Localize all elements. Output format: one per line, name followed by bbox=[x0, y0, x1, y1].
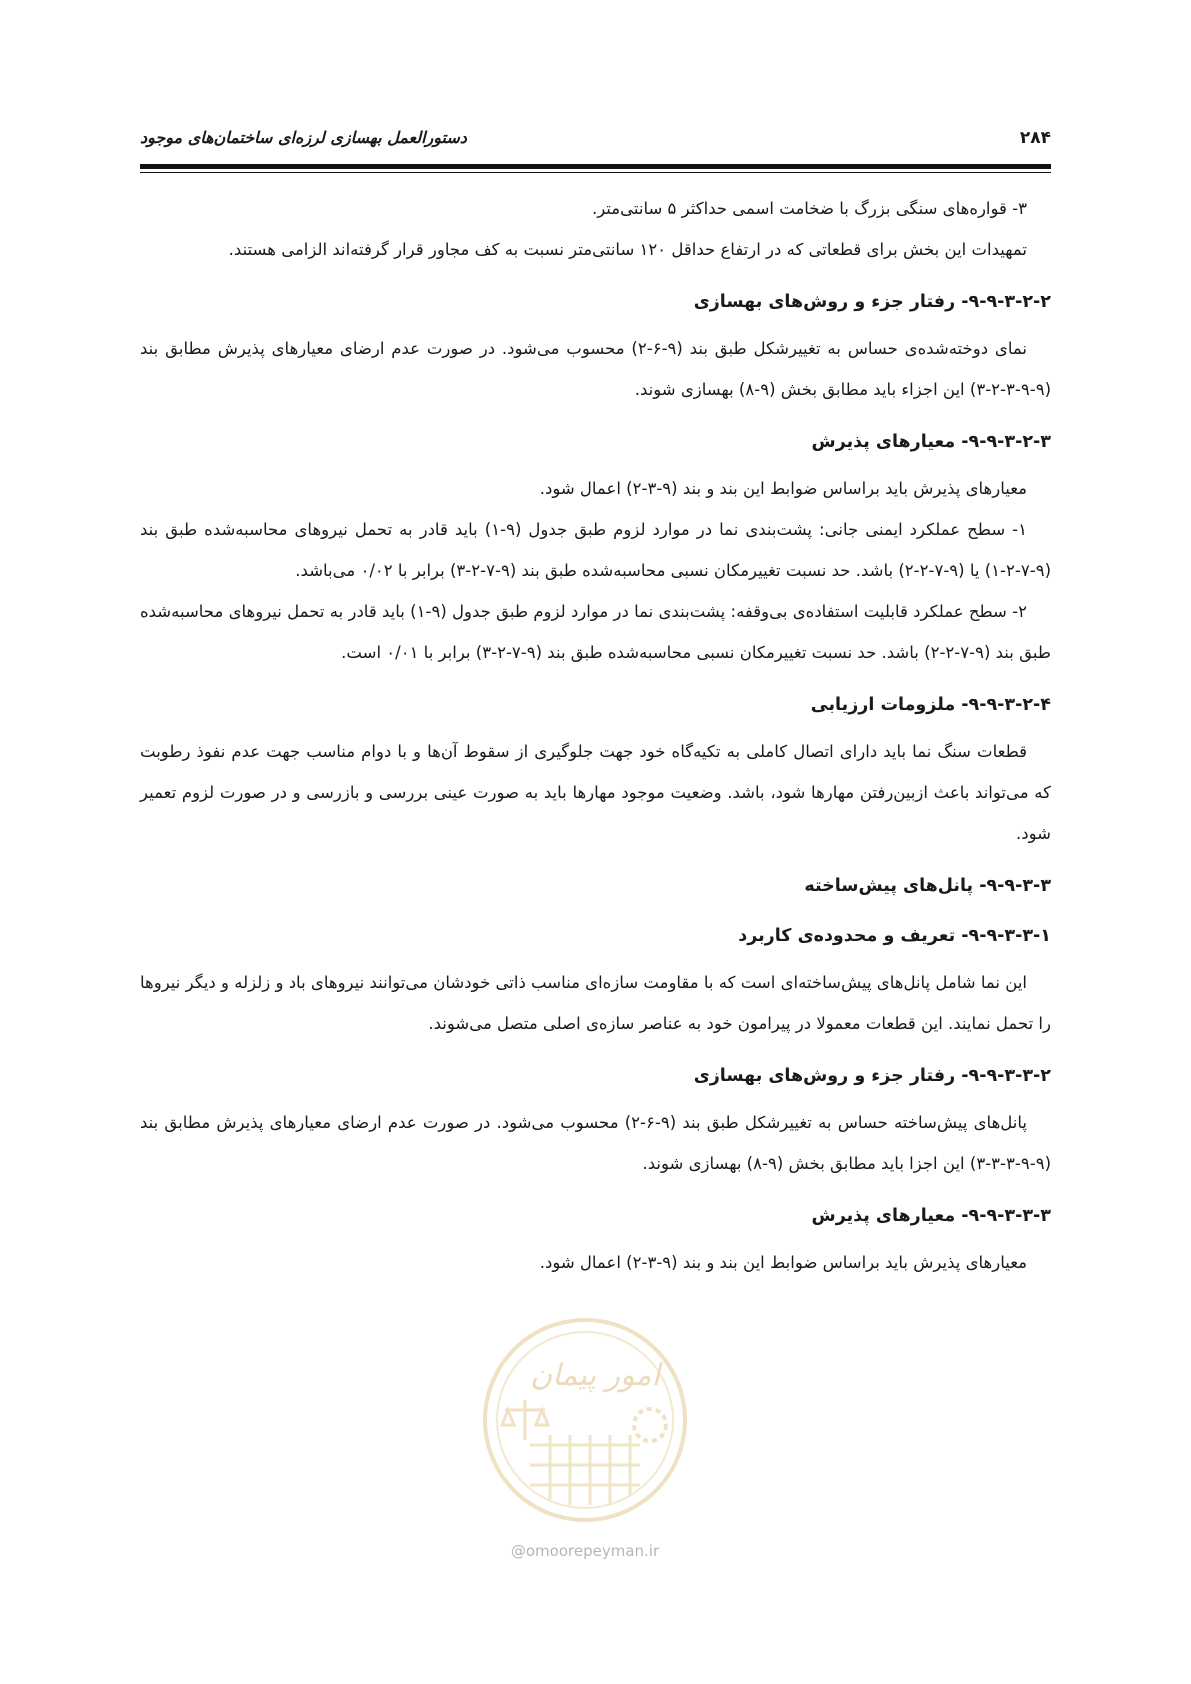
section-heading: ۹-۹-۳-۲-۳- معیارهای پذیرش bbox=[811, 432, 1051, 452]
section-heading: ۹-۹-۳-۳- پانل‌های پیش‌ساخته bbox=[804, 876, 1051, 896]
header-rule-thick bbox=[140, 164, 1051, 169]
section-heading: ۹-۹-۳-۳-۳- معیارهای پذیرش bbox=[811, 1206, 1051, 1226]
paragraph: قطعات سنگ نما باید دارای اتصال کاملی به تکیه‌گاه خود جهت جلوگیری از سقوط آن‌ها و با دوام مناسب جهت عدم نفوذ رطوبت که می‌تواند باعث ازبین‌رفتن مهارها شود، باشد. وضعیت موجود مهارها باید به صورت عینی بررسی و بازرسی و در صورت لزوم تعمیر شود. bbox=[140, 742, 1051, 843]
paragraph: نمای دوخته‌شده‌ی حساس به تغییرشکل طبق بند (۹-۶-۲) محسوب می‌شود. در صورت عدم ارضای معیارهای پذیرش مطابق بند (۹-۹-۳-۲-۳) این اجزاء باید مطابق بخش (۹-۸) بهسازی شوند. bbox=[140, 339, 1051, 399]
paragraph: ۳- قواره‌های سنگی بزرگ با ضخامت اسمی حداکثر ۵ سانتی‌متر. bbox=[591, 199, 1027, 218]
watermark-seal-icon bbox=[470, 1315, 700, 1540]
watermark-logo-text: امور پیمان bbox=[530, 1358, 660, 1393]
section-heading: ۹-۹-۳-۲-۴- ملزومات ارزیابی bbox=[810, 695, 1051, 715]
paragraph: تمهیدات این بخش برای قطعاتی که در ارتفاع حداقل ۱۲۰ سانتی‌متر نسبت به کف مجاور قرار گرفته‌اند الزامی هستند. bbox=[228, 240, 1027, 259]
running-title: دستورالعمل بهسازی لرزه‌ای ساختمان‌های موجود bbox=[140, 128, 467, 147]
header-rule-thin bbox=[140, 172, 1051, 173]
paragraph: پانل‌های پیش‌ساخته حساس به تغییرشکل طبق بند (۹-۶-۲) محسوب می‌شود. در صورت عدم ارضای معیارهای پذیرش مطابق بند (۹-۹-۳-۳-۳) این اجزا باید مطابق بخش (۹-۸) بهسازی شوند. bbox=[140, 1113, 1051, 1173]
section-heading: ۹-۹-۳-۳-۲- رفتار جزء و روش‌های بهسازی bbox=[693, 1066, 1051, 1086]
section-heading: ۹-۹-۳-۲-۲- رفتار جزء و روش‌های بهسازی bbox=[693, 292, 1051, 312]
paragraph: معیارهای پذیرش باید براساس ضوابط این بند و بند (۹-۳-۲) اعمال شود. bbox=[539, 479, 1027, 498]
section-heading: ۹-۹-۳-۳-۱- تعریف و محدوده‌ی کاربرد bbox=[738, 926, 1051, 946]
watermark-logo bbox=[470, 1315, 700, 1570]
page-content bbox=[140, 188, 1051, 1283]
paragraph: این نما شامل پانل‌های پیش‌ساخته‌ای است که با مقاومت سازه‌ای مناسب ذاتی خودشان می‌توانند نیروهای باد و زلزله و دیگر نیروها را تحمل نمایند. این قطعات معمولا در پیرامون خود به عناصر سازه‌ی اصلی متصل می‌شوند. bbox=[140, 973, 1051, 1033]
page-number: ۲۸۴ bbox=[1019, 128, 1051, 148]
watermark-url: @omoorepeyman.ir bbox=[510, 1542, 660, 1560]
page-header bbox=[140, 128, 1051, 158]
paragraph: ۱- سطح عملکرد ایمنی جانی: پشت‌بندی نما در موارد لزوم طبق جدول (۹-۱) باید قادر به تحمل نیروهای محاسبه‌شده طبق بند (۹-۷-۲-۱) یا (۹-۷-۲-۲) باشد. حد نسبت تغییرمکان نسبی محاسبه‌شده طبق بند (۹-۷-۲-۳) برابر با ۰/۰۲ می‌باشد. bbox=[140, 520, 1051, 580]
paragraph: معیارهای پذیرش باید براساس ضوابط این بند و بند (۹-۳-۲) اعمال شود. bbox=[539, 1253, 1027, 1272]
paragraph: ۲- سطح عملکرد قابلیت استفاده‌ی بی‌وقفه: پشت‌بندی نما در موارد لزوم طبق جدول (۹-۱) باید قادر به تحمل نیروهای محاسبه‌شده طبق بند (۹-۷-۲-۲) باشد. حد نسبت تغییرمکان نسبی محاسبه‌شده طبق بند (۹-۷-۲-۳) برابر با ۰/۰۱ است. bbox=[140, 602, 1051, 662]
